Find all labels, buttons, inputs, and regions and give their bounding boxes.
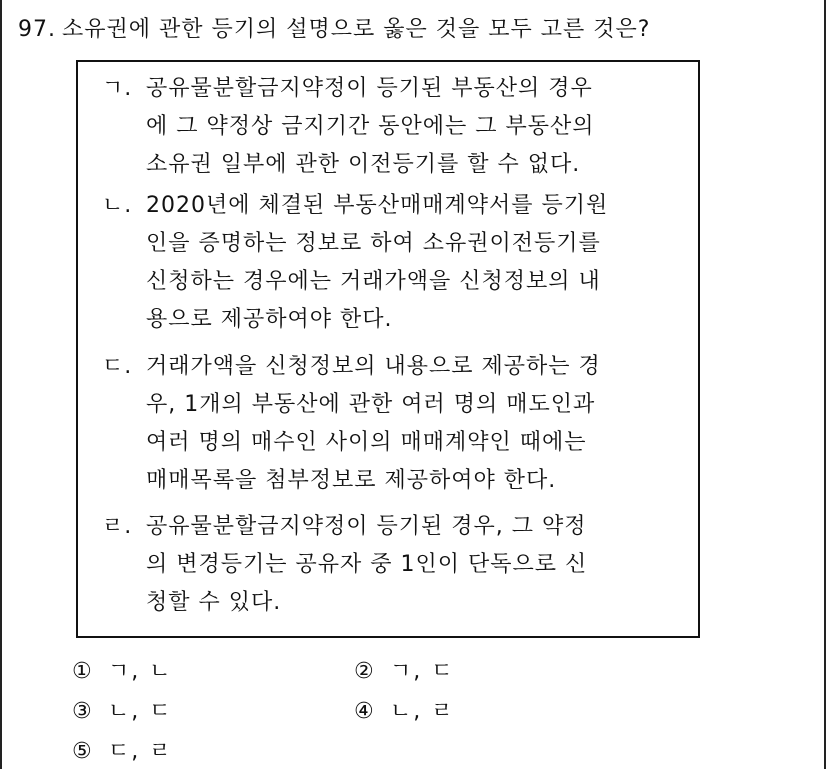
statement-c	[102, 348, 682, 500]
statement-d	[102, 508, 682, 622]
statement-line: 매매목록을 첨부정보로 제공하여야 한다.	[146, 468, 557, 493]
statement-letter: ㄱ.	[102, 76, 133, 101]
statement-line: 공유물분할금지약정이 등기된 경우, 그 약정	[146, 514, 587, 539]
statement-line: 거래가액을 신청정보의 내용으로 제공하는 경	[146, 354, 601, 379]
statement-line: 공유물분할금지약정이 등기된 부동산의 경우	[146, 76, 593, 101]
statement-line: 우, 1개의 부동산에 관한 여러 명의 매도인과	[146, 392, 596, 417]
option-text: ㄱ, ㄴ	[108, 659, 173, 684]
statement-letter: ㄷ.	[102, 354, 133, 379]
option-5[interactable]	[72, 732, 173, 772]
option-text: ㄴ, ㄹ	[390, 699, 455, 724]
option-number: ②	[354, 659, 376, 684]
option-number: ④	[354, 699, 376, 724]
statement-line: 에 그 약정상 금지기간 동안에는 그 부동산의	[146, 114, 595, 139]
option-3[interactable]	[72, 692, 173, 732]
statement-line: 여러 명의 매수인 사이의 매매계약인 때에는	[146, 430, 587, 455]
statement-line: 신청하는 경우에는 거래가액을 신청정보의 내	[146, 269, 601, 294]
statement-letter: ㄹ.	[102, 514, 133, 539]
question-stem	[18, 12, 808, 43]
option-number: ①	[72, 659, 94, 684]
statement-line: 인을 증명하는 정보로 하여 소유권이전등기를	[146, 231, 601, 256]
option-number: ⑤	[72, 739, 94, 764]
option-text: ㄱ, ㄷ	[390, 659, 455, 684]
option-2[interactable]	[354, 652, 455, 692]
option-4[interactable]	[354, 692, 455, 732]
option-number: ③	[72, 699, 94, 724]
statement-line: 청할 수 있다.	[146, 590, 282, 615]
statement-line: 소유권 일부에 관한 이전등기를 할 수 없다.	[146, 152, 581, 177]
statement-line: 2020년에 체결된 부동산매매계약서를 등기원	[146, 193, 609, 218]
statement-box	[76, 60, 700, 638]
question-number: 97.	[18, 17, 56, 42]
option-text: ㄷ, ㄹ	[108, 739, 173, 764]
statement-letter: ㄴ.	[102, 193, 133, 218]
statement-b	[102, 187, 682, 339]
option-1[interactable]	[72, 652, 173, 692]
statement-a	[102, 70, 682, 184]
statement-line: 용으로 제공하여야 한다.	[146, 307, 393, 332]
question-text: 소유권에 관한 등기의 설명으로 옳은 것을 모두 고른 것은?	[62, 17, 651, 42]
option-text: ㄴ, ㄷ	[108, 699, 173, 724]
statement-line: 의 변경등기는 공유자 중 1인이 단독으로 신	[146, 552, 588, 577]
